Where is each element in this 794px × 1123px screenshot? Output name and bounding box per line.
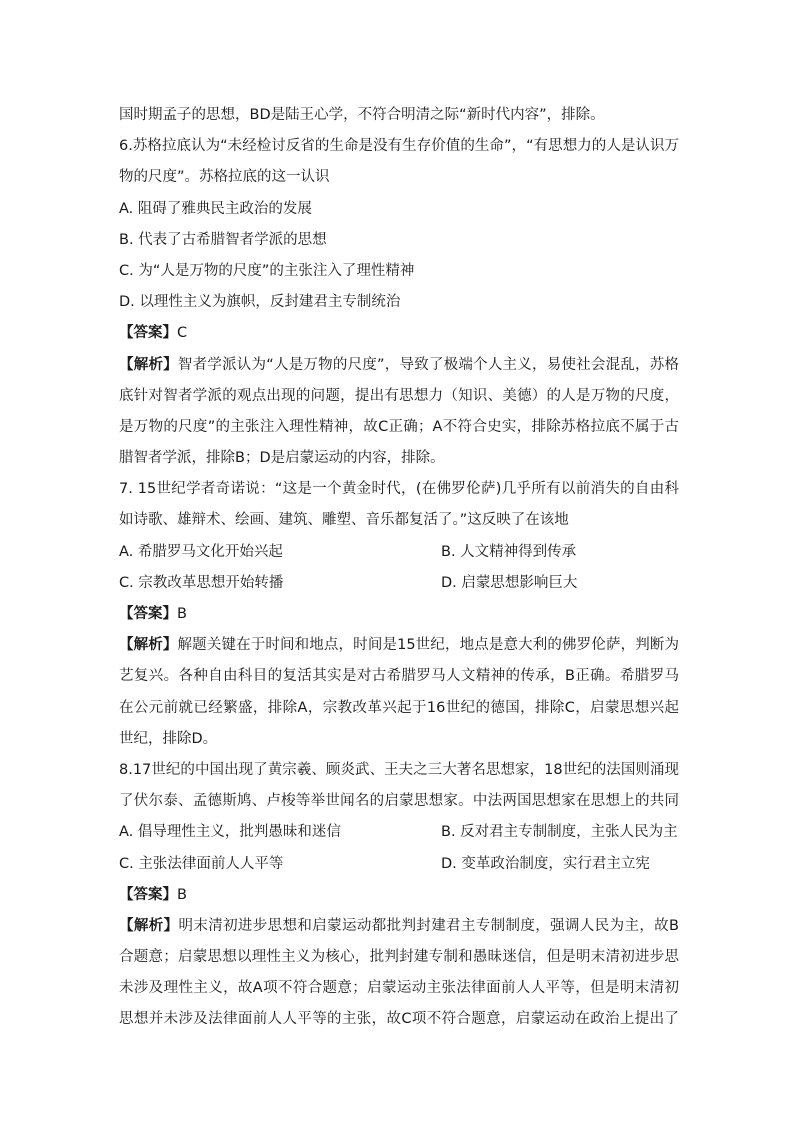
question-8-analysis	[119, 911, 679, 942]
question-7-stem-line: 如诗歌、雄辩术、绘画、建筑、雕塑、音乐都复活了。”这反映了在该地	[119, 512, 569, 529]
question-8-option-a: A. 倡导理性主义，批判愚昧和迷信	[119, 824, 341, 841]
question-6-option-d: D. 以理性主义为旗帜，反封建君主专制统治	[119, 294, 401, 311]
document-body	[119, 100, 679, 1036]
analysis-tag: 【解析】	[119, 637, 178, 654]
answer-tag: 【答案】	[119, 606, 177, 622]
answer-value: C	[177, 325, 188, 342]
analysis-tag: 【解析】	[119, 917, 179, 934]
question-7-answer	[119, 599, 679, 630]
question-7-analysis-line: 在公元前就已经繁盛，排除A，宗教改革兴起于16世纪的德国，排除C，启蒙思想兴起	[119, 699, 679, 716]
question-6-analysis-line: 腊智者学派，排除B；D是启蒙运动的内容，排除。	[119, 450, 445, 467]
answer-value: B	[177, 886, 187, 903]
question-6-option-b: B. 代表了古希腊智者学派的思想	[119, 231, 327, 248]
analysis-text: 智者学派认为“人是万物的尺度”，导致了极端个人主义，易使社会混乱，苏格	[177, 356, 679, 373]
question-7-option-a: A. 希腊罗马文化开始兴起	[119, 543, 283, 560]
question-6-option-a: A. 阻碍了雅典民主政治的发展	[119, 200, 312, 217]
question-6-answer	[119, 318, 679, 349]
question-6-option-c: C. 为“人是万物的尺度”的主张注入了理性精神	[119, 262, 415, 279]
question-8-options-row	[119, 849, 679, 880]
question-7-options-row	[119, 568, 679, 599]
question-8-stem-line: 了伏尔泰、孟德斯鸠、卢梭等举世闻名的启蒙思想家。中法两国思想家在思想上的共同	[119, 793, 679, 810]
question-7-option-b: B. 人文精神得到传承	[441, 543, 577, 560]
question-6-analysis-line: 底针对智者学派的观点出现的问题，提出有思想力（知识、美德）的人是万物的尺度，	[119, 387, 679, 404]
question-7-analysis	[119, 630, 679, 661]
question-6-analysis	[119, 350, 679, 381]
answer-tag: 【答案】	[119, 886, 177, 903]
question-6-stem-line: 6.苏格拉底认为“未经检讨反省的生命是没有生存价值的生命”，“有思想力的人是认识万	[119, 138, 679, 155]
paragraph-line: 国时期孟子的思想，BD是陆王心学，不符合明清之际“新时代内容”，排除。	[119, 107, 605, 123]
analysis-text: 解题关键在于时间和地点，时间是15世纪，地点是意大利的佛罗伦萨，判断为	[177, 637, 679, 654]
question-8-stem-line: 8.17世纪的中国出现了黄宗羲、顾炎武、王夫之三大著名思想家，18世纪的法国则涌现	[119, 761, 679, 778]
question-7-option-d: D. 启蒙思想影响巨大	[441, 574, 578, 591]
answer-value: B	[177, 606, 187, 622]
question-8-option-b: B. 反对君主专制制度，主张人民为主	[441, 824, 678, 841]
question-8-options-row	[119, 817, 679, 848]
question-8-analysis-line: 合题意；启蒙思想以理性主义为核心，批判封建专制和愚昧迷信，但是明末清初进步思	[119, 949, 679, 966]
question-7-options-row	[119, 537, 679, 568]
question-8-option-d: D. 变革政治制度，实行君主立宪	[441, 855, 650, 872]
question-7-option-c: C. 宗教改革思想开始转播	[119, 574, 284, 591]
question-8-analysis-line: 思想并未涉及法律面前人人平等的主张，故C项不符合题意，启蒙运动在政治上提出了	[119, 1011, 679, 1028]
question-6-analysis-line: 是万物的尺度”的主张注入理性精神，故C正确；A不符合史实，排除苏格拉底不属于古	[119, 418, 679, 435]
question-6-stem-line: 物的尺度”。苏格拉底的这一认识	[119, 169, 330, 186]
answer-tag: 【答案】	[119, 325, 177, 342]
question-8-answer	[119, 880, 679, 911]
question-8-analysis-line: 未涉及理性主义，故A项不符合题意；启蒙运动主张法律面前人人平等，但是明末清初	[119, 980, 679, 997]
question-7-analysis-line: 世纪，排除D。	[119, 730, 218, 747]
question-8-option-c: C. 主张法律面前人人平等	[119, 855, 284, 872]
question-7-analysis-line: 艺复兴。各种自由科目的复活其实是对古希腊罗马人文精神的传承，B正确。希腊罗马	[119, 668, 679, 685]
question-7-stem-line: 7. 15世纪学者奇诺说：“这是一个黄金时代，(在佛罗伦萨)几乎所有以前消失的自由科	[119, 481, 679, 498]
analysis-tag: 【解析】	[119, 356, 178, 373]
analysis-text: 明末清初进步思想和启蒙运动都批判封建君主专制制度，强调人民为主，故B	[178, 917, 679, 934]
